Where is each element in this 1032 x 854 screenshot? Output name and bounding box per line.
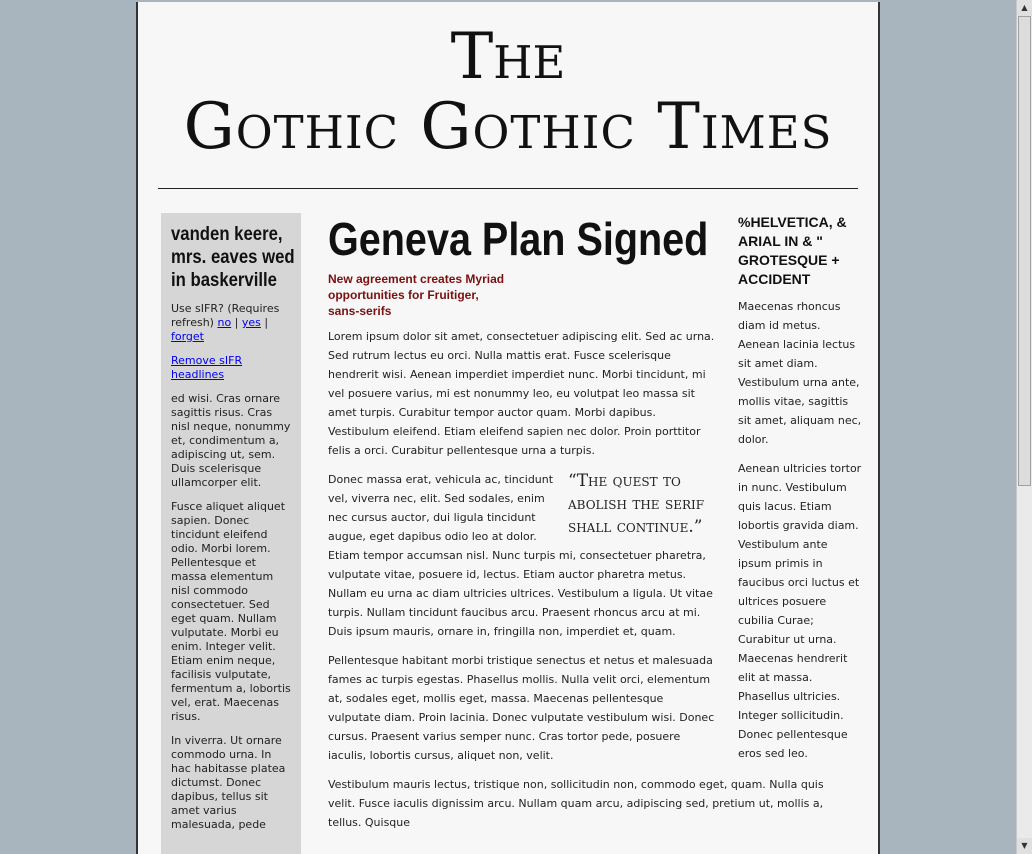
remove-sifr: [171, 354, 291, 382]
sifr-forget-link[interactable]: forget: [171, 330, 204, 343]
masthead-line-1: The: [450, 20, 566, 94]
right-column: [738, 213, 862, 773]
top-notch: [638, 2, 744, 5]
sifr-no-link[interactable]: no: [217, 316, 232, 329]
pull-quote: “The quest to abolish the serif shall continue.”: [568, 471, 705, 537]
article-headline: Geneva Plan Signed: [328, 213, 709, 265]
right-column-heading: %HELVETICA, & ARIAL IN & " GROTESQUE + ACCIDENT: [738, 214, 847, 287]
scroll-up-icon[interactable]: ▲: [1017, 0, 1032, 16]
scroll-down-icon[interactable]: ▼: [1017, 838, 1032, 854]
masthead-line-2: Gothic Gothic Times: [183, 90, 833, 164]
sifr-options: [171, 302, 291, 344]
vertical-scrollbar[interactable]: [1016, 0, 1032, 854]
sidebar-paragraph: In viverra. Ut ornare commodo urna. In hac habitasse platea dictumst. Donec dapibus, tellus sit amet varius malesuada, pede: [171, 734, 286, 831]
article-paragraph: Donec massa erat, vehicula ac, tincidunt vel, viverra nec, elit. Sed sodales, enim nec cursus auctor, dui ligula tincidunt augue, eget dapibus odio leo at dolor. Etiam tempor accumsan nisl. Nunc turpis mi, consectetuer pharetra, vulputate vitae, posuere id, lectus. Etiam auctor pharetra metus. Nullam eu urna ac diam ultricies ultrices. Vestibulum a ligula. Ut vitae turpis. Nullam tincidunt faucibus arcu. Praesent rhoncus arcu at mi. Duis ipsum mauris, ornare in, fringilla non, imperdiet et, quam.: [328, 473, 713, 638]
article-paragraph: Lorem ipsum dolor sit amet, consectetuer adipiscing elit. Sed ac urna. Sed rutrum lectus eu orci. Nulla mattis erat. Fusce scelerisque hendrerit wisi. Aenean imperdiet imperdiet nunc. Morbi tincidunt, mi vel posuere varius, mi est nonummy leo, eu volutpat leo massa sit amet turpis. Curabitur tempor auctor quam. Morbi dapibus. Vestibulum eleifend. Etiam eleifend sapien nec dolor. Proin porttitor felis a orci. Curabitur pellentesque urna a turpis.: [328, 330, 715, 457]
sifr-prompt: Use sIFR? (Requires refresh): [171, 302, 280, 329]
sidebar-paragraph: ed wisi. Cras ornare sagittis risus. Cras nisl neque, nonummy et, condimentum a, adipiscing ut, sem. Duis scelerisque ullamcorper elit.: [171, 392, 291, 489]
article-paragraph: Pellentesque habitant morbi tristique senectus et netus et malesuada fames ac turpis egestas. Phasellus mollis. Nulla velit orci, elementum at, sodales eget, mollis eget, massa. Maecenas pellentesque vulputate diam. Proin lacinia. Donec vulputate vestibulum wisi. Donec cursus. Praesent varius semper nunc. Cras tortor pede, posuere iaculis, lobortis cursus, aliquet non, velit.: [328, 654, 715, 762]
right-column-paragraph: Aenean ultricies tortor in nunc. Vestibulum quis lacus. Etiam lobortis gravida diam. Vestibulum ante ipsum primis in faucibus orci luctus et ultrices posuere cubilia Curae; Curabitur ut urna. Maecenas hendrerit elit at massa. Phasellus ultricies. Integer sollicitudin. Donec pellentesque eros sed leo.: [738, 462, 862, 760]
article-body-wrap: [328, 470, 718, 641]
masthead: [138, 22, 878, 162]
sidebar-paragraph: Fusce aliquet aliquet sapien. Donec tincidunt eleifend odio. Morbi lorem. Pellentesque et massa elementum nisl commodo consectetuer. Sed eget quam. Nullam vulputate. Morbi eu enim. Integer velit. Etiam enim neque, facilisis vulputate, fermentum a, lobortis vel, erat. Maecenas risus.: [171, 500, 291, 723]
article-paragraph: Vestibulum mauris lectus, tristique non, sollicitudin non, commodo eget, quam. Nulla quis velit. Fusce iaculis dignissim arcu. Nullam quam arcu, adipiscing sed, pretium ut, mollis a, tellus. Quisque: [328, 778, 824, 829]
separator: |: [264, 316, 269, 329]
scroll-thumb[interactable]: [1018, 16, 1031, 486]
newspaper-page: [136, 2, 880, 854]
sifr-yes-link[interactable]: yes: [241, 316, 261, 329]
left-sidebar: [161, 213, 301, 854]
article-subhead: New agreement creates Myriad opportunities for Fruitiger, sans-serifs: [328, 272, 505, 318]
masthead-rule: [158, 188, 858, 189]
separator: |: [234, 316, 239, 329]
right-column-paragraph: Maecenas rhoncus diam id metus. Aenean lacinia lectus sit amet diam. Vestibulum urna ante, mollis vitae, sagittis sit amet, aliquam nec, dolor.: [738, 300, 862, 446]
remove-sifr-link[interactable]: Remove sIFR headlines: [171, 354, 243, 381]
sidebar-heading: vanden keere, mrs. eaves wed in baskerville: [171, 224, 295, 291]
